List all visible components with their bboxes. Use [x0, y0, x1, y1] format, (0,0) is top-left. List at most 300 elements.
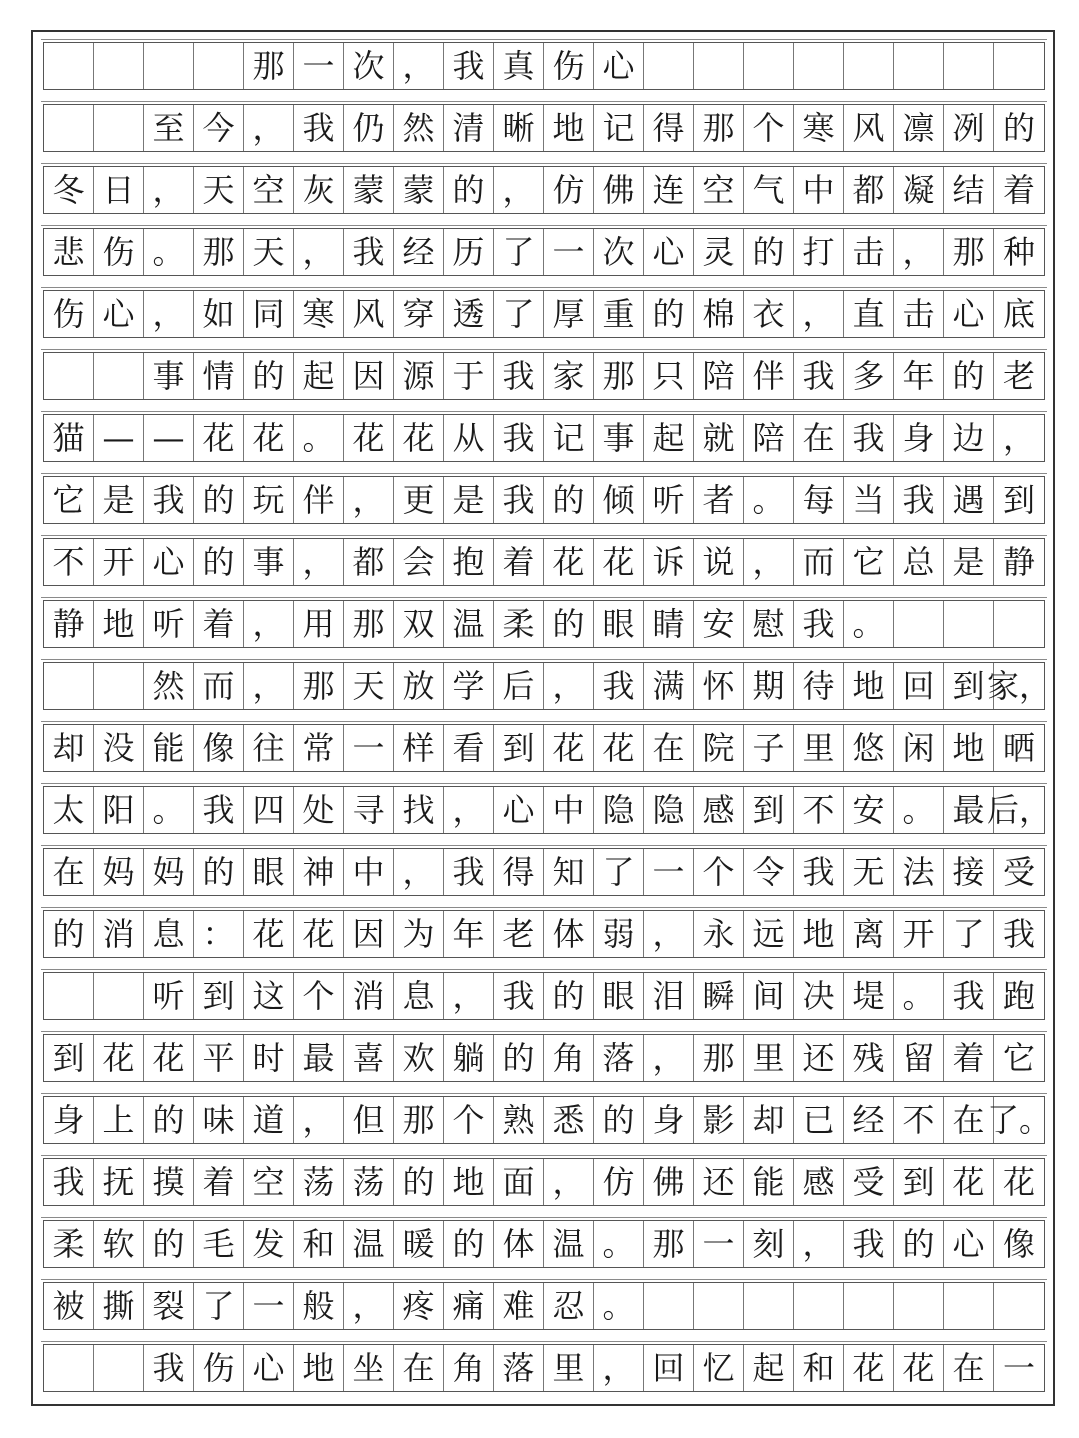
grid-cell: 开 [894, 911, 944, 957]
grid-cell: 的 [444, 1221, 494, 1267]
grid-cell: 像 [194, 725, 244, 771]
title-row [43, 42, 1045, 90]
grid-cell [744, 1283, 794, 1329]
grid-cell: 的 [894, 1221, 944, 1267]
grid-cell: 柔 [494, 601, 544, 647]
grid-cell: 中 [544, 787, 594, 833]
grid-cell: 后 [494, 663, 544, 709]
grid-cell: 道 [244, 1097, 294, 1143]
grid-cell: 息 [394, 973, 444, 1019]
grid-cell [44, 973, 94, 1019]
grid-cell [944, 601, 994, 647]
grid-cell: 的 [1002, 109, 1035, 147]
grid-cell: ， [594, 1345, 644, 1391]
grid-cell: 静 [1002, 543, 1035, 581]
grid-cell: 里 [544, 1345, 594, 1391]
grid-cell [44, 105, 94, 151]
grid-cell: 躺 [444, 1035, 494, 1081]
grid-cell [694, 1283, 744, 1329]
grid-cell: 妈 [94, 849, 144, 895]
grid-cell: ， [744, 539, 794, 585]
grid-cell: 我 [344, 229, 394, 275]
grid-cell: 我 [944, 973, 994, 1019]
grid-cell: 心 [494, 787, 544, 833]
essay-line [43, 414, 1045, 462]
grid-cell: 最 [294, 1035, 344, 1081]
grid-cell: 的 [544, 973, 594, 1019]
grid-cell: 棉 [694, 291, 744, 337]
grid-cell: 情 [194, 353, 244, 399]
grid-cell: 起 [644, 415, 694, 461]
grid-cell: 我 [444, 43, 494, 89]
grid-cell: 开 [94, 539, 144, 585]
grid-cell: ， [644, 911, 694, 957]
grid-cell: 决 [794, 973, 844, 1019]
grid-cell: 佛 [644, 1159, 694, 1205]
grid-cell: 而 [194, 663, 244, 709]
grid-cell: 中 [344, 849, 394, 895]
grid-cell: 温 [344, 1221, 394, 1267]
grid-cell: 被 [44, 1283, 94, 1329]
grid-cell: ， [144, 291, 194, 337]
grid-cell: 听 [644, 477, 694, 523]
grid-cell: 那 [694, 1035, 744, 1081]
grid-cell: ， [244, 601, 294, 647]
grid-cell: 。 [594, 1221, 644, 1267]
grid-cell: 花 [344, 415, 394, 461]
grid-cell: 为 [394, 911, 444, 957]
grid-cell: 老 [494, 911, 544, 957]
grid-cell: 撕 [94, 1283, 144, 1329]
essay-line [43, 166, 1045, 214]
essay-line [43, 290, 1045, 338]
grid-cell: 受 [844, 1159, 894, 1205]
grid-cell: 永 [694, 911, 744, 957]
grid-cell: 回 [644, 1345, 694, 1391]
grid-cell: 面 [494, 1159, 544, 1205]
grid-cell: 清 [444, 105, 494, 151]
grid-cell: ， [544, 663, 594, 709]
grid-cell: 空 [244, 1159, 294, 1205]
grid-cell: 风 [344, 291, 394, 337]
grid-cell: 温 [444, 601, 494, 647]
grid-cell [694, 43, 744, 89]
grid-cell: 我 [794, 353, 844, 399]
grid-cell: 起 [294, 353, 344, 399]
grid-cell: ， [394, 43, 444, 89]
grid-cell: 佛 [594, 167, 644, 213]
grid-cell: 猫 [44, 415, 94, 461]
grid-cell: 的 [544, 601, 594, 647]
grid-cell: 我 [794, 849, 844, 895]
grid-cell: 仍 [344, 105, 394, 151]
grid-cell: 了 [494, 291, 544, 337]
grid-cell: 家 [544, 353, 594, 399]
grid-cell: 当 [844, 477, 894, 523]
essay-line [43, 104, 1045, 152]
grid-cell: 伴 [744, 353, 794, 399]
grid-cell: 无 [844, 849, 894, 895]
grid-cell: 我 [794, 601, 844, 647]
grid-cell: 我 [444, 849, 494, 895]
grid-cell: 里 [794, 725, 844, 771]
grid-cell: ， [444, 973, 494, 1019]
grid-cell: 我 [194, 787, 244, 833]
grid-cell: 凝 [894, 167, 944, 213]
grid-cell: 。 [894, 973, 944, 1019]
grid-cell: 而 [794, 539, 844, 585]
grid-cell [194, 43, 244, 89]
grid-cell: 却 [44, 725, 94, 771]
grid-cell: 堤 [844, 973, 894, 1019]
grid-cell: 个 [444, 1097, 494, 1143]
grid-cell: 我 [494, 477, 544, 523]
grid-cell: 得 [494, 849, 544, 895]
grid-cell: 气 [744, 167, 794, 213]
grid-cell [94, 1345, 144, 1391]
grid-cell [994, 43, 1044, 89]
grid-cell: 今 [194, 105, 244, 151]
grid-cell: ， [544, 1159, 594, 1205]
grid-cell: 花 [244, 415, 294, 461]
grid-cell: 抱 [444, 539, 494, 585]
grid-cell: 击 [844, 229, 894, 275]
grid-cell: 天 [244, 229, 294, 275]
grid-cell: 妈 [144, 849, 194, 895]
grid-cell: 平 [194, 1035, 244, 1081]
grid-cell: 远 [744, 911, 794, 957]
grid-cell [44, 43, 94, 89]
grid-cell: 是 [444, 477, 494, 523]
grid-cell [94, 663, 144, 709]
grid-cell: 体 [544, 911, 594, 957]
grid-cell: 听 [144, 601, 194, 647]
grid-cell: 忆 [694, 1345, 744, 1391]
grid-cell: 击 [894, 291, 944, 337]
grid-cell: 坐 [344, 1345, 394, 1391]
grid-cell: 空 [244, 167, 294, 213]
grid-cell: 一 [644, 849, 694, 895]
grid-cell: 源 [394, 353, 444, 399]
grid-cell [944, 43, 994, 89]
grid-cell: 它 [1002, 1039, 1035, 1077]
grid-cell: 仿 [594, 1159, 644, 1205]
essay-line [43, 972, 1045, 1020]
essay-line [43, 848, 1045, 896]
grid-cell: 都 [344, 539, 394, 585]
grid-cell [844, 1283, 894, 1329]
grid-cell: 味 [194, 1097, 244, 1143]
grid-cell: 着 [194, 1159, 244, 1205]
grid-cell: 结 [944, 167, 994, 213]
grid-cell: 欢 [394, 1035, 444, 1081]
grid-cell: 心 [594, 43, 644, 89]
grid-cell: 了 [494, 229, 544, 275]
grid-cell [44, 353, 94, 399]
grid-cell: 花 [94, 1035, 144, 1081]
grid-cell: 天 [344, 663, 394, 709]
grid-cell: 这 [244, 973, 294, 1019]
grid-cell: 都 [844, 167, 894, 213]
grid-cell: 影 [694, 1097, 744, 1143]
grid-cell: 那 [394, 1097, 444, 1143]
grid-cell: 事 [244, 539, 294, 585]
grid-cell: 到 [944, 663, 994, 709]
grid-cell: 陪 [694, 353, 744, 399]
grid-cell: 刻 [744, 1221, 794, 1267]
grid-cell: 仿 [544, 167, 594, 213]
grid-cell: 在 [644, 725, 694, 771]
grid-cell: 残 [844, 1035, 894, 1081]
grid-cell: 阳 [94, 787, 144, 833]
grid-cell: ， [294, 539, 344, 585]
grid-cell: 里 [744, 1035, 794, 1081]
grid-cell: 一 [1002, 1349, 1035, 1387]
grid-cell: 那 [694, 105, 744, 151]
grid-cell: 倾 [594, 477, 644, 523]
grid-cell: 心 [944, 291, 994, 337]
grid-cell: 身 [644, 1097, 694, 1143]
grid-cell: 寻 [344, 787, 394, 833]
grid-cell: 穿 [394, 291, 444, 337]
grid-cell: 令 [744, 849, 794, 895]
grid-cell: 那 [244, 43, 294, 89]
grid-cell: 然 [144, 663, 194, 709]
grid-cell: 慰 [744, 601, 794, 647]
grid-cell: 空 [694, 167, 744, 213]
essay-line [43, 1282, 1045, 1330]
grid-cell: 一 [694, 1221, 744, 1267]
grid-cell: 花 [944, 1159, 994, 1205]
grid-cell: 了 [944, 911, 994, 957]
grid-cell: 的 [494, 1035, 544, 1081]
grid-cell: 次 [344, 43, 394, 89]
grid-cell: 伤 [94, 229, 144, 275]
grid-cell: 了 [594, 849, 644, 895]
grid-cell: 软 [94, 1221, 144, 1267]
grid-cell: 地 [294, 1345, 344, 1391]
grid-cell: 每 [794, 477, 844, 523]
grid-cell: 弱 [594, 911, 644, 957]
grid-cell: 感 [794, 1159, 844, 1205]
grid-cell: 怀 [694, 663, 744, 709]
essay-line [43, 786, 1052, 834]
grid-cell: 记 [544, 415, 594, 461]
grid-cell: 安 [694, 601, 744, 647]
grid-cell: 的 [194, 477, 244, 523]
grid-cell: 心 [94, 291, 144, 337]
grid-cell: ， [794, 291, 844, 337]
grid-cell: 天 [194, 167, 244, 213]
grid-cell: 能 [144, 725, 194, 771]
grid-cell: 不 [894, 1097, 944, 1143]
grid-cell: 蒙 [344, 167, 394, 213]
grid-cell: 没 [94, 725, 144, 771]
grid-cell: 发 [244, 1221, 294, 1267]
grid-cell: 的 [594, 1097, 644, 1143]
essay-line [43, 1034, 1045, 1082]
grid-cell: 花 [1002, 1163, 1035, 1201]
grid-cell: 花 [844, 1345, 894, 1391]
grid-cell [94, 973, 144, 1019]
grid-cell: 离 [844, 911, 894, 957]
grid-cell: 熟 [494, 1097, 544, 1143]
grid-cell [994, 1283, 1044, 1329]
grid-cell: 我 [294, 105, 344, 151]
grid-cell: 冽 [944, 105, 994, 151]
grid-cell: 却 [744, 1097, 794, 1143]
grid-cell: 于 [444, 353, 494, 399]
grid-cell: 。 [894, 787, 944, 833]
grid-cell: 学 [444, 663, 494, 709]
grid-cell: 到 [44, 1035, 94, 1081]
grid-cell: ： [194, 911, 244, 957]
essay-line [43, 724, 1045, 772]
grid-cell: 。 [744, 477, 794, 523]
grid-cell: 我 [844, 415, 894, 461]
grid-cell: 悠 [844, 725, 894, 771]
grid-cell: 接 [944, 849, 994, 895]
grid-cell: ， [894, 229, 944, 275]
grid-cell: 样 [394, 725, 444, 771]
grid-cell: 衣 [744, 291, 794, 337]
grid-cell: ， [294, 229, 344, 275]
grid-cell: 寒 [294, 291, 344, 337]
grid-cell [94, 43, 144, 89]
grid-cell: 从 [444, 415, 494, 461]
grid-cell: 用 [294, 601, 344, 647]
essay-line [43, 600, 1045, 648]
grid-cell: 到 [1002, 481, 1035, 519]
grid-cell: 花 [144, 1035, 194, 1081]
grid-cell: 年 [444, 911, 494, 957]
grid-cell: 一 [294, 43, 344, 89]
grid-cell: 晰 [494, 105, 544, 151]
grid-cell [894, 43, 944, 89]
essay-line [43, 476, 1045, 524]
grid-cell [794, 1283, 844, 1329]
grid-cell: 放 [394, 663, 444, 709]
grid-cell: 如 [194, 291, 244, 337]
grid-cell: 是 [944, 539, 994, 585]
grid-cell: 伤 [44, 291, 94, 337]
grid-cell: 院 [694, 725, 744, 771]
grid-cell: — [94, 415, 144, 461]
grid-cell: 底 [1002, 295, 1035, 333]
grid-cell: 的 [144, 1097, 194, 1143]
grid-cell: 息 [144, 911, 194, 957]
grid-cell: 着 [944, 1035, 994, 1081]
grid-cell [644, 43, 694, 89]
grid-cell: 地 [444, 1159, 494, 1205]
grid-cell: 玩 [244, 477, 294, 523]
grid-cell: 因 [344, 911, 394, 957]
grid-cell: 经 [394, 229, 444, 275]
grid-cell: 已 [794, 1097, 844, 1143]
grid-cell: 花 [244, 911, 294, 957]
grid-cell [894, 1283, 944, 1329]
grid-cell: 看 [444, 725, 494, 771]
grid-cell: 心 [644, 229, 694, 275]
grid-cell: 我 [144, 1345, 194, 1391]
grid-cell: 痛 [444, 1283, 494, 1329]
grid-cell: 伤 [544, 43, 594, 89]
grid-cell: 温 [544, 1221, 594, 1267]
grid-cell: 多 [844, 353, 894, 399]
grid-cell: 花 [544, 539, 594, 585]
grid-cell: 事 [594, 415, 644, 461]
grid-cell: 荡 [294, 1159, 344, 1205]
grid-cell: 落 [494, 1345, 544, 1391]
grid-cell: 花 [294, 911, 344, 957]
grid-cell: ， [444, 787, 494, 833]
grid-cell: 神 [294, 849, 344, 895]
grid-cell: 。 [144, 229, 194, 275]
grid-cell: 了 [194, 1283, 244, 1329]
grid-cell: 日 [94, 167, 144, 213]
grid-cell: 疼 [394, 1283, 444, 1329]
grid-cell: 和 [294, 1221, 344, 1267]
grid-cell: 花 [544, 725, 594, 771]
grid-cell: ， [494, 167, 544, 213]
grid-cell: — [144, 415, 194, 461]
essay-line [43, 352, 1045, 400]
grid-cell: 寒 [794, 105, 844, 151]
grid-cell: 摸 [144, 1159, 194, 1205]
grid-cell: 花 [194, 415, 244, 461]
grid-cell: 陪 [744, 415, 794, 461]
grid-cell: 是 [94, 477, 144, 523]
grid-cell: 感 [694, 787, 744, 833]
grid-cell: 听 [144, 973, 194, 1019]
grid-cell: 角 [444, 1345, 494, 1391]
grid-cell: 受 [1002, 853, 1035, 891]
essay-line [43, 910, 1045, 958]
grid-cell: 灵 [694, 229, 744, 275]
grid-cell: 不 [44, 539, 94, 585]
grid-cell: 眼 [244, 849, 294, 895]
grid-cell: 处 [294, 787, 344, 833]
grid-cell: 身 [44, 1097, 94, 1143]
grid-cell: 我 [144, 477, 194, 523]
grid-cell: 回 [894, 663, 944, 709]
grid-cell: 伤 [194, 1345, 244, 1391]
grid-cell [144, 43, 194, 89]
grid-cell: 说 [694, 539, 744, 585]
grid-cell: 次 [594, 229, 644, 275]
grid-cell: 种 [1002, 233, 1035, 271]
grid-cell: 瞬 [694, 973, 744, 1019]
grid-cell: 但 [344, 1097, 394, 1143]
grid-cell: 的 [194, 539, 244, 585]
grid-cell: ， [1002, 419, 1035, 457]
grid-cell: 心 [944, 1221, 994, 1267]
essay-line [43, 1158, 1045, 1206]
grid-cell: 年 [894, 353, 944, 399]
grid-cell: 跑 [1002, 977, 1035, 1015]
grid-cell: 蒙 [394, 167, 444, 213]
grid-cell: 的 [544, 477, 594, 523]
grid-cell: 连 [644, 167, 694, 213]
grid-cell: 在 [944, 1345, 994, 1391]
grid-cell: 真 [494, 43, 544, 89]
grid-cell: 它 [844, 539, 894, 585]
grid-cell: 期 [744, 663, 794, 709]
grid-cell: 会 [394, 539, 444, 585]
grid-cell: 的 [44, 911, 94, 957]
grid-cell: 我 [1002, 915, 1035, 953]
grid-cell: 那 [294, 663, 344, 709]
